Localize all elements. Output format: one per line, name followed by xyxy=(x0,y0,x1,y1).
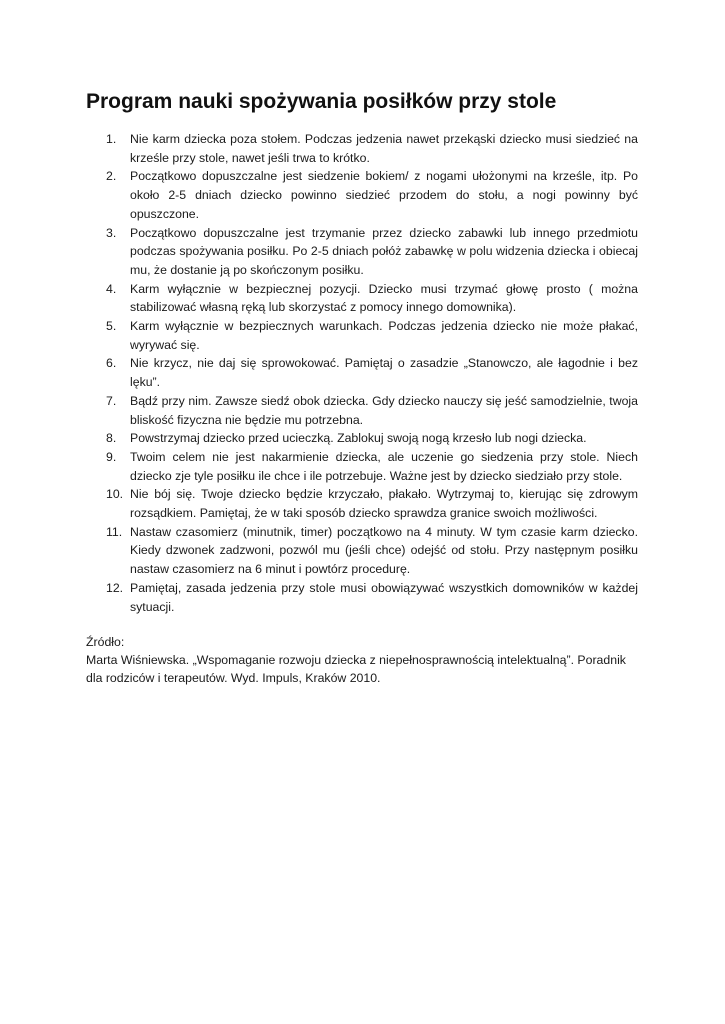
list-item-text: Nastaw czasomierz (minutnik, timer) początkowo na 4 minuty. W tym czasie karm dziecko. Kiedy dzwonek zadzwoni, pozwól mu (jeśli chce) odejść od stołu. Przy następnym posiłku nastaw czasomierz na 6 minut i powtórz procedurę. xyxy=(130,524,638,577)
source-text: Marta Wiśniewska. „Wspomaganie rozwoju dziecka z niepełnosprawnością intelektualną”. Poradnik dla rodziców i terapeutów. Wyd. Impuls, Kraków 2010. xyxy=(86,653,626,685)
list-item-text: Nie karm dziecka poza stołem. Podczas jedzenia nawet przekąski dziecko musi siedzieć na krześle przy stole, nawet jeśli trwa to krótko. xyxy=(130,132,638,165)
list-item xyxy=(0,167,638,223)
rules-list xyxy=(0,130,725,616)
list-item-text: Bądź przy nim. Zawsze siedź obok dziecka. Gdy dziecko nauczy się jeść samodzielnie, twoja bliskość fizyczna nie będzie mu potrzebna. xyxy=(130,393,638,427)
list-item-number: 4. xyxy=(106,281,117,296)
list-item xyxy=(0,485,638,522)
list-item xyxy=(0,429,638,448)
list-item xyxy=(0,354,638,391)
list-item-text: Karm wyłącznie w bezpiecznych warunkach. Podczas jedzenia dziecko nie może płakać, wyrywać się. xyxy=(130,319,638,352)
list-item xyxy=(0,523,638,579)
list-item xyxy=(0,224,638,280)
list-item-number: 12. xyxy=(106,580,124,595)
list-item-number: 1. xyxy=(106,132,117,146)
source-label: Źródło: xyxy=(86,635,125,649)
list-item-text: Twoim celem nie jest nakarmienie dziecka, ale uczenie go siedzenia przy stole. Niech dziecko zje tyle posiłku ile chce i ile potrzebuje. Ważne jest by dziecko siedziało przy stole. xyxy=(130,449,638,483)
list-item-text: Nie bój się. Twoje dziecko będzie krzyczało, płakało. Wytrzymaj to, kierując się zdrowym rozsądkiem. Pamiętaj, że w taki sposób dziecko sprawdza granice swoich możliwości. xyxy=(130,487,638,521)
list-item-number: 8. xyxy=(106,431,117,446)
document-title: Program nauki spożywania posiłków przy stole xyxy=(86,90,557,113)
list-item-number: 11. xyxy=(106,524,123,539)
list-item-number: 6. xyxy=(106,356,117,371)
list-item xyxy=(0,280,638,317)
list-item-text: Powstrzymaj dziecko przed ucieczką. Zablokuj swoją nogą krzesło lub nogi dziecka. xyxy=(130,431,587,446)
list-item xyxy=(0,317,638,354)
list-item-text: Nie krzycz, nie daj się sprowokować. Pamiętaj o zasadzie „Stanowczo, ale łagodnie i bez lęku”. xyxy=(130,356,638,390)
list-item-text: Pamiętaj, zasada jedzenia przy stole musi obowiązywać wszystkich domowników w każdej sytuacji. xyxy=(130,580,638,614)
list-item xyxy=(0,448,638,485)
list-item-number: 5. xyxy=(106,319,117,334)
source-citation xyxy=(86,633,638,687)
list-item-text: Początkowo dopuszczalne jest siedzenie bokiem/ z nogami ułożonymi na krześle, itp. Po około 2-5 dniach dziecko powinno siedzieć przodem do stołu, a nogi powinny być opuszczone. xyxy=(130,169,638,221)
list-item-number: 9. xyxy=(106,449,117,464)
list-item-number: 3. xyxy=(106,225,117,240)
list-item xyxy=(0,579,638,616)
list-item-text: Karm wyłącznie w bezpiecznej pozycji. Dziecko musi trzymać głowę prosto ( można stabilizować własną ręką lub skorzystać z pomocy innego domownika). xyxy=(130,281,638,315)
list-item xyxy=(0,392,638,429)
list-item-text: Początkowo dopuszczalne jest trzymanie przez dziecko zabawki lub innego przedmiotu podczas spożywania posiłku. Po 2-5 dniach połóż zabawkę w polu widzenia dziecka i obiecaj mu, że dostanie ją po skończonym posiłku. xyxy=(130,225,638,277)
list-item-number: 10. xyxy=(106,487,124,502)
list-item-number: 2. xyxy=(106,169,117,184)
list-item-number: 7. xyxy=(106,393,117,408)
list-item xyxy=(0,130,638,167)
